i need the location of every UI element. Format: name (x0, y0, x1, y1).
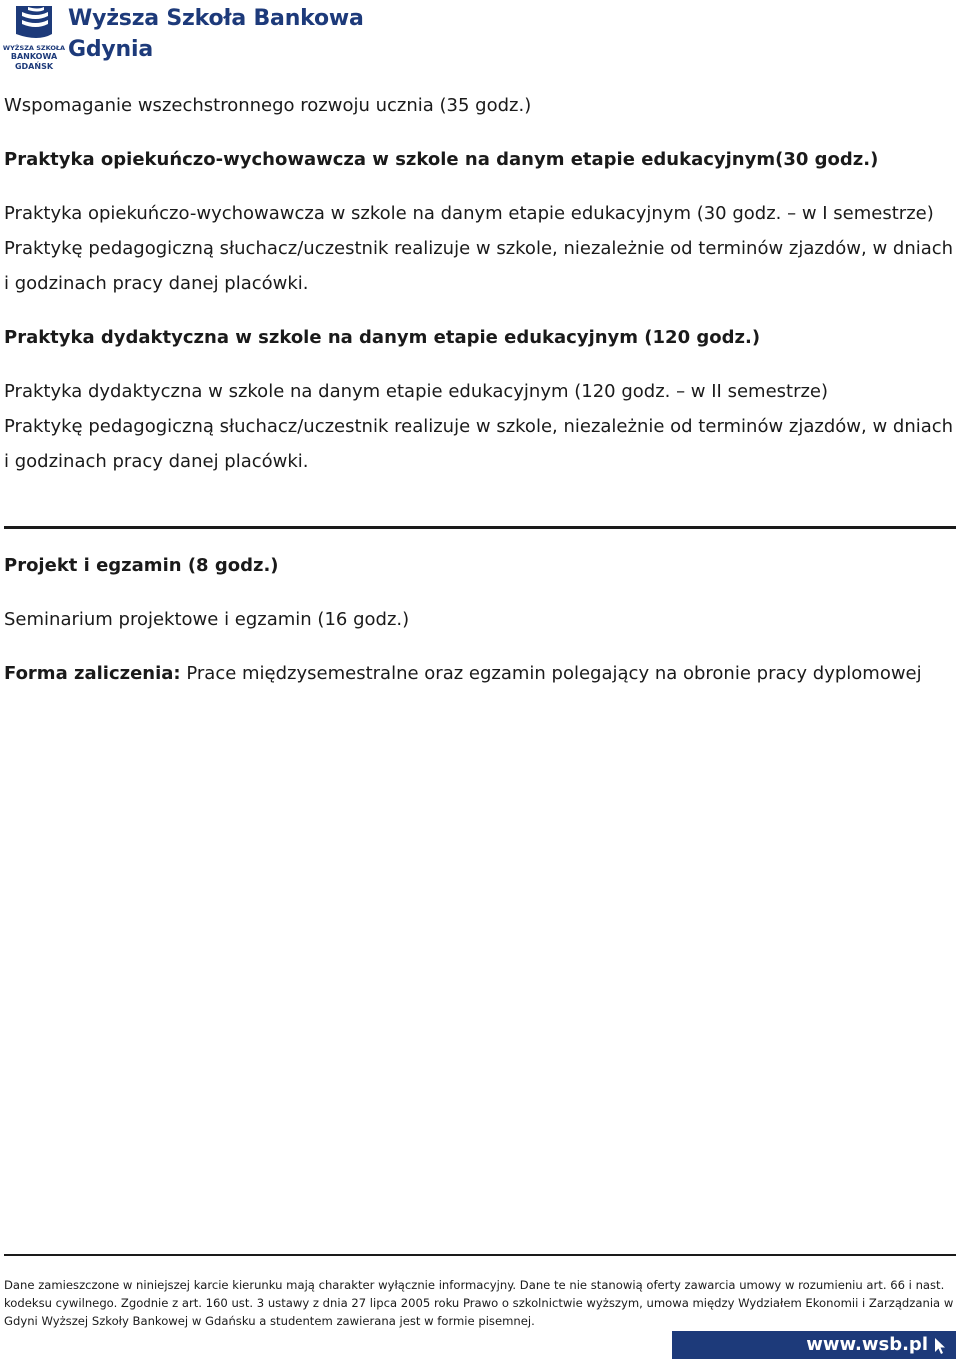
forma-zaliczenia (4, 656, 954, 691)
logo-small-text-1: WYŻSZA SZKOŁA (2, 44, 66, 52)
heading-praktyka-opiekuncza: Praktyka opiekuńczo-wychowawcza w szkole na danym etapie edukacyjnym(30 godz.) (4, 149, 879, 170)
footer-url-bar[interactable] (672, 1331, 956, 1359)
forma-zaliczenia-value: Prace międzysemestralne oraz egzamin polegający na obronie pracy dyplomowej (186, 663, 922, 684)
cursor-arrow-icon (934, 1337, 948, 1355)
logo-small-text-2: BANKOWA (10, 52, 58, 61)
paragraph-wspomaganie: Wspomaganie wszechstronnego rozwoju ucznia (35 godz.) (4, 95, 532, 116)
logo-small-text-3: GDAŃSK (14, 62, 54, 71)
section-divider (4, 526, 956, 529)
brand-name: Wyższa Szkoła Bankowa (68, 6, 364, 31)
paragraph-praktyka-opiekuncza-opis: Praktykę pedagogiczną słuchacz/uczestnik realizuje w szkole, niezależnie od terminów zjazdów, w dniach i godzinach pracy danej placówki. (4, 238, 954, 294)
header-logo (2, 4, 368, 74)
heading-praktyka-dydaktyczna: Praktyka dydaktyczna w szkole na danym etapie edukacyjnym (120 godz.) (4, 327, 761, 348)
wsb-logo-icon (2, 4, 66, 72)
paragraph-seminarium: Seminarium projektowe i egzamin (16 godz.) (4, 609, 410, 630)
heading-projekt-egzamin: Projekt i egzamin (8 godz.) (4, 555, 279, 576)
footer-divider (4, 1254, 956, 1256)
footer-url-link[interactable]: www.wsb.pl (806, 1334, 928, 1355)
brand-city: Gdynia (68, 37, 153, 62)
paragraph-praktyka-dydaktyczna-semestr: Praktyka dydaktyczna w szkole na danym etapie edukacyjnym (120 godz. – w II semestrze) (4, 381, 829, 402)
paragraph-praktyka-opiekuncza-semestr: Praktyka opiekuńczo-wychowawcza w szkole na danym etapie edukacyjnym (30 godz. – w I semestrze) (4, 203, 934, 224)
main-content (4, 88, 954, 479)
paragraph-praktyka-dydaktyczna-opis: Praktykę pedagogiczną słuchacz/uczestnik realizuje w szkole, niezależnie od terminów zjazdów, w dniach i godzinach pracy danej placówki. (4, 416, 954, 472)
forma-zaliczenia-label: Forma zaliczenia: (4, 663, 181, 684)
main-content-lower (4, 548, 954, 691)
footer-disclaimer: Dane zamieszczone w niniejszej karcie kierunku mają charakter wyłącznie informacyjny. Dane te nie stanowią oferty zawarcia umowy w rozumieniu art. 66 i nast. kodeksu cywilnego. Zgodnie z art. 160 ust. 3 ustawy z dnia 27 lipca 2005 roku Prawo o szkolnictwie wyższym, umowa między Wydziałem Ekonomii i Zarządzania w Gdyni Wyższej Szkoły Bankowej w Gdańsku a studentem zawierana jest w formie pisemnej. (4, 1278, 954, 1328)
